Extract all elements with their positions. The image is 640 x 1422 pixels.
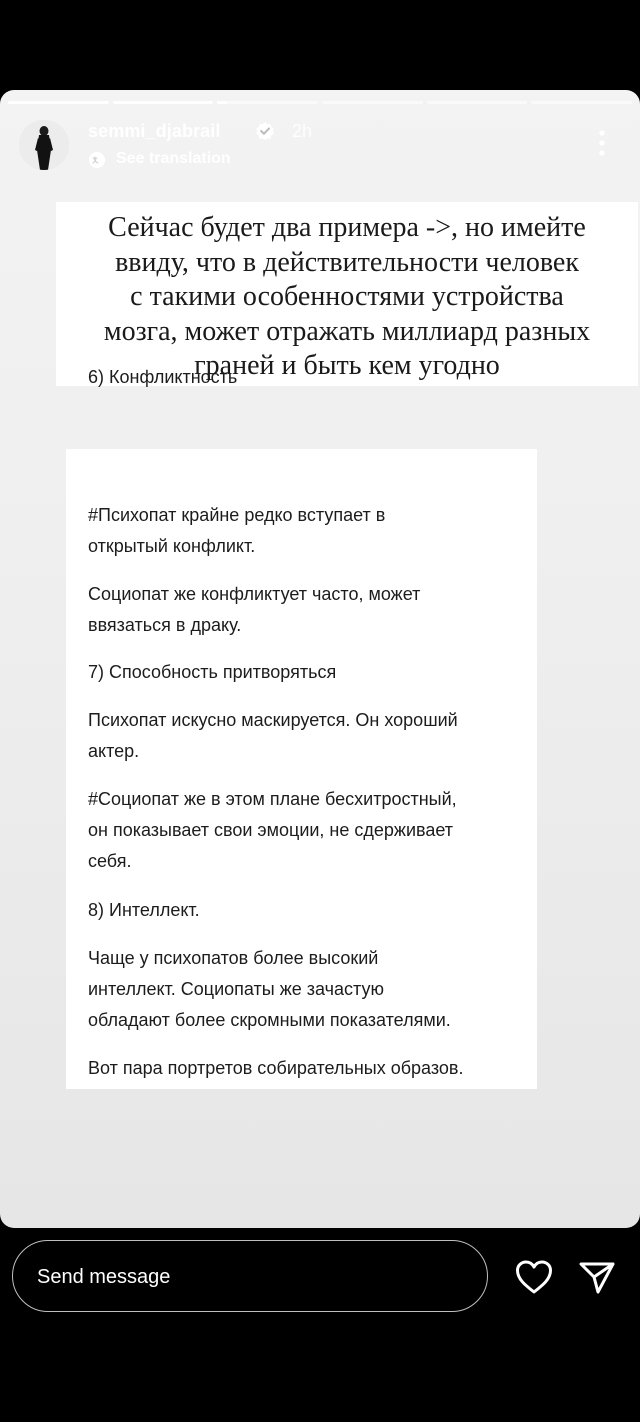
note-paragraph — [88, 579, 420, 641]
note-paragraph — [88, 500, 385, 562]
more-options-icon[interactable] — [592, 128, 612, 158]
progress-segment — [217, 101, 318, 104]
headline-line: граней и быть кем угодно — [194, 350, 500, 381]
note-line: Вот пара портретов собирательных образов. — [88, 1058, 464, 1078]
see-translation-link[interactable]: See translation — [116, 150, 231, 167]
note-line: ввязаться в драку. — [88, 615, 242, 635]
note-line: интеллект. Социопаты же зачастую — [88, 979, 384, 999]
heart-icon[interactable] — [514, 1258, 554, 1296]
progress-segment — [113, 101, 214, 104]
headline-line: мозга, может отражать миллиард разных — [103, 315, 591, 347]
headline-line: с такими особенностями устройства — [130, 281, 564, 312]
post-time: 2h — [292, 121, 313, 141]
progress-segment — [8, 101, 109, 104]
headline-line: ввиду, что в действительности человек — [115, 246, 579, 278]
username[interactable]: semmi_djabrail — [88, 121, 221, 141]
note-paragraph — [88, 1053, 464, 1084]
translate-icon — [88, 151, 106, 169]
avatar[interactable] — [19, 120, 69, 170]
note-line: #Психопат крайне редко вступает в — [88, 505, 386, 525]
note-line: актер. — [88, 741, 140, 761]
progress-segment — [427, 101, 528, 104]
headline-line: Сейчас будет два примера ->, но имейте — [108, 212, 586, 243]
note-line: 6) Конфликтность — [88, 367, 238, 387]
note-paragraph — [88, 705, 458, 767]
note-line: себя. — [88, 851, 132, 871]
note-line: обладают более скромными показателями. — [88, 1010, 451, 1030]
note-paragraph — [88, 943, 451, 1036]
note-line: открытый конфликт. — [88, 536, 256, 556]
progress-segment — [531, 101, 632, 104]
progress-fill — [217, 101, 227, 104]
progress-fill — [8, 101, 109, 104]
note-paragraph — [88, 362, 237, 393]
send-message-placeholder: Send message — [37, 1266, 171, 1288]
note-paragraph — [88, 657, 336, 688]
note-line: Социопат же конфликтует часто, может — [88, 584, 421, 604]
note-line: 8) Интеллект. — [88, 900, 200, 920]
note-line: Чаще у психопатов более высокий — [88, 948, 379, 968]
send-icon[interactable] — [577, 1258, 617, 1296]
story-headline — [56, 211, 638, 384]
story-progress — [8, 101, 632, 104]
note-line: он показывает свои эмоции, не сдерживает — [88, 820, 454, 840]
progress-fill — [113, 101, 214, 104]
note-paragraph — [88, 895, 200, 926]
note-line: Психопат искусно маскируется. Он хороший — [88, 710, 458, 730]
story-frame[interactable] — [0, 90, 640, 1228]
verified-badge-icon — [254, 120, 276, 142]
avatar-image — [19, 120, 69, 170]
note-line: #Социопат же в этом плане бесхитростный, — [88, 789, 457, 809]
note-paragraph — [88, 784, 457, 877]
progress-segment — [322, 101, 423, 104]
note-line: 7) Способность притворяться — [88, 662, 337, 682]
